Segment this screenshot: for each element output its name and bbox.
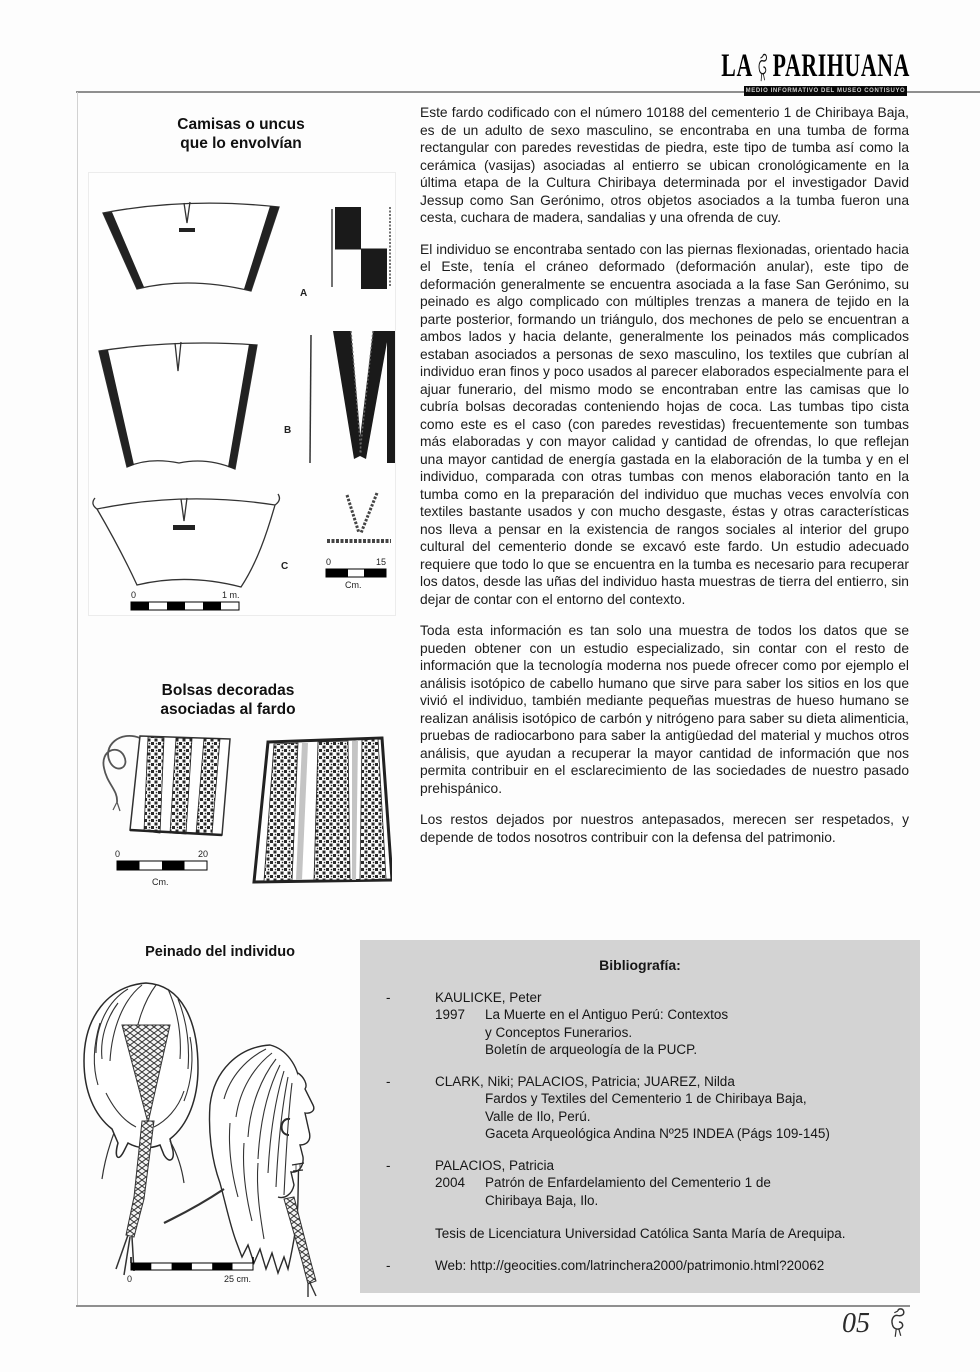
shirts-figure-drawing <box>89 173 395 615</box>
svg-text:0: 0 <box>326 557 332 567</box>
bib-author: PALACIOS, Patricia <box>435 1157 555 1173</box>
bib-web-url: Web: http://geocities.com/latrinchera2000/patrimonio.html?20062 <box>435 1257 825 1273</box>
bag-left-drawing <box>103 736 230 835</box>
bibliography-title: Bibliografía: <box>599 957 681 973</box>
masthead-la: LA <box>721 48 753 84</box>
paragraph-1: Este fardo codificado con el número 10188 del cementerio 1 de Chiribaya Baja, es de un adulto de sexo masculino, se encontraba en una tumba de forma rectangular con paredes revestidas de piedra, este tipo de tumba así como la cerámica (vasijas) asociadas al entierro se ubican cronológicamente en la última etapa de la Cultura Chiribaya determinada por el investigador David Jessup como San Gerónimo, otros objetos asociados a la tumba fueron una cesta, cuchara de madera, sandalias y una ofrenda de cuy. <box>420 105 909 225</box>
bib-ref-line: Patrón de Enfardelamiento del Cementerio 1 de <box>485 1175 771 1190</box>
bib-author: KAULICKE, Peter <box>435 989 542 1005</box>
textile-detail-b <box>310 331 395 463</box>
shirt-c <box>93 494 280 587</box>
shirt-b <box>99 342 257 469</box>
bibliography-thesis-note: Tesis de Licenciatura Universidad Católica Santa María de Arequipa. <box>435 1226 846 1241</box>
bib-bullet: - <box>386 1073 391 1089</box>
shirts-figure <box>88 172 396 616</box>
bags-figure <box>60 728 392 914</box>
svg-text:0: 0 <box>127 1274 133 1284</box>
svg-text:15: 15 <box>376 557 387 567</box>
svg-text:1 m.: 1 m. <box>222 590 240 600</box>
bib-ref-line: Gaceta Arqueológica Andina Nº25 INDEA (Págs 109-145) <box>485 1126 830 1141</box>
bibliography-entry-web <box>360 1257 920 1275</box>
scale-bar-15cm <box>326 557 386 590</box>
bib-ref-line: Valle de Ilo, Perú. <box>485 1108 591 1124</box>
bibliography-entry-clark <box>360 1073 920 1143</box>
svg-text:0: 0 <box>115 849 121 859</box>
bibliography-entry-kaulicke <box>360 989 920 1059</box>
footer-divider <box>76 1305 910 1307</box>
bibliography-box <box>360 940 920 1293</box>
article-column <box>420 104 909 860</box>
bib-year: 1997 <box>435 1007 466 1022</box>
bib-author: CLARK, Niki; PALACIOS, Patricia; JUAREZ, Nilda <box>435 1073 735 1089</box>
parihuana-bird-icon <box>755 52 771 82</box>
svg-text:Cm.: Cm. <box>152 877 169 887</box>
svg-text:20: 20 <box>198 849 209 859</box>
bibliography-entry-palacios <box>360 1157 920 1210</box>
masthead-tagline: MEDIO INFORMATIVO DEL MUSEO CONTISUYO <box>745 88 906 94</box>
page-number: 05 <box>842 1308 870 1339</box>
paragraph-2: El individuo se encontraba sentado con las piernas flexionadas, orientado hacia el Este, tenía el cráneo deformado (deformación anular), este tipo de deformación generalmente se encuentra asociada a la fase San Gerónimo, su peinado es algo complicado con múltiples trenzas a manera de tejido en la parte posterior, formando un triángulo, dos mechones de pelo se encuentran a ambos lados y hacia delante, generalmente los peinados más complicados estaban asociados a personas de sexo masculino, los textiles que cubrían al individuo eran finos y poco usados al parecer elaborados especialmente para el ajuar funerario, del mismo modo se encontraban entre las camisas que lo cubría bolsas decoradas conteniendo hojas de coca. Las tumbas tipo cista como este es el caso (con paredes revestidas) frecuentemente son tumbas más elaboradas y con mayor calidad y cantidad de ofrendas, lo que reflejan una mayor cantidad de energía gastada en la elaboración de la tumba y en el individuo, comparada con otras tumbas con menos elaboración tanto en la tumba como en la preparación del individuo que muchas veces envolvía con textiles bastante usados y con mucho desgaste, éstas y otras características nos lleva a pensar en la existencia de rangos sociales al interior del grupo cultural del cementerio donde se excavó este fardo. Un estudio adecuado requiere que todo lo que se encuentra en la tumba es necesario para recuperar los datos, desde las uñas del individuo hasta muestras de tierra del entierro, sin dejar de contar con el entorno del contexto. <box>420 241 909 607</box>
bags-title-line1: Bolsas decoradas <box>161 682 295 699</box>
masthead <box>721 50 910 83</box>
bib-ref-line: Chiribaya Baja, Ilo. <box>485 1192 599 1208</box>
shirts-title-line1: Camisas o uncus <box>177 116 305 133</box>
bag-right-drawing <box>254 738 392 882</box>
hair-figure-title: Peinado del individuo <box>145 944 295 960</box>
shirt-a-label: A <box>300 288 308 299</box>
paragraph-3: Toda esta información es tan solo una muestra de todos los datos que se pueden obtener con un estudio especializado, sin contar con el resto de información que la tecnología moderna nos puede ofrecer como por ejemplo el análisis isotópico de cabello humano que sirve para saber los sitios en los que vivió el individuo, también mediante pequeñas muestras de hueso humano se realizan análisis isotópico de carbón y nitrógeno para saber su dieta alimenticia, pruebas de radiocarbono para saber la antigüedad del material y muchos otros análisis, que ayudan a recuperar la mayor cantidad de información que nos permita contribuir en el esclarecimiento de las sociedades de nuestro pasado prehispánico. <box>420 623 909 796</box>
shirt-a <box>103 202 279 291</box>
bib-ref-line: La Muerte en el Antiguo Perú: Contextos <box>485 1007 729 1022</box>
svg-text:0: 0 <box>131 590 137 600</box>
bib-bullet: - <box>386 989 391 1005</box>
textile-detail-a <box>332 207 390 289</box>
hair-back-view-drawing <box>84 983 198 1275</box>
shirt-c-label: C <box>281 561 289 572</box>
hair-figure <box>58 973 383 1303</box>
svg-text:Cm.: Cm. <box>345 580 362 590</box>
scale-bar-1m <box>131 590 240 610</box>
bib-ref-line: y Conceptos Funerarios. <box>485 1024 633 1040</box>
bib-bullet: - <box>386 1157 391 1173</box>
braid-detail <box>327 493 391 541</box>
bib-ref-line: Fardos y Textiles del Cementerio 1 de Chiribaya Baja, <box>485 1091 807 1106</box>
bags-figure-drawing <box>60 728 392 914</box>
shirts-title-line2: que lo envolvían <box>180 135 302 152</box>
shirts-figure-title <box>88 115 394 153</box>
masthead-title: PARIHUANA <box>772 48 910 84</box>
paragraph-4: Los restos dejados por nuestros antepasados, merecen ser respetados, y depende de todos nosotros contribuir con la defensa del patrimonio. <box>420 812 909 845</box>
bags-figure-title <box>75 681 381 719</box>
svg-text:25 cm.: 25 cm. <box>224 1274 252 1284</box>
bags-title-line2: asociadas al fardo <box>160 701 296 718</box>
bib-year: 2004 <box>435 1175 466 1190</box>
bib-bullet: - <box>386 1257 391 1273</box>
parihuana-bird-icon <box>886 1306 910 1338</box>
scale-bar-25cm <box>127 1257 253 1284</box>
hair-figure-drawing <box>58 973 383 1303</box>
shirt-b-label: B <box>284 425 292 436</box>
scale-bar-20cm <box>115 849 208 887</box>
bib-ref-line: Boletín de arqueología de la PUCP. <box>485 1042 698 1057</box>
